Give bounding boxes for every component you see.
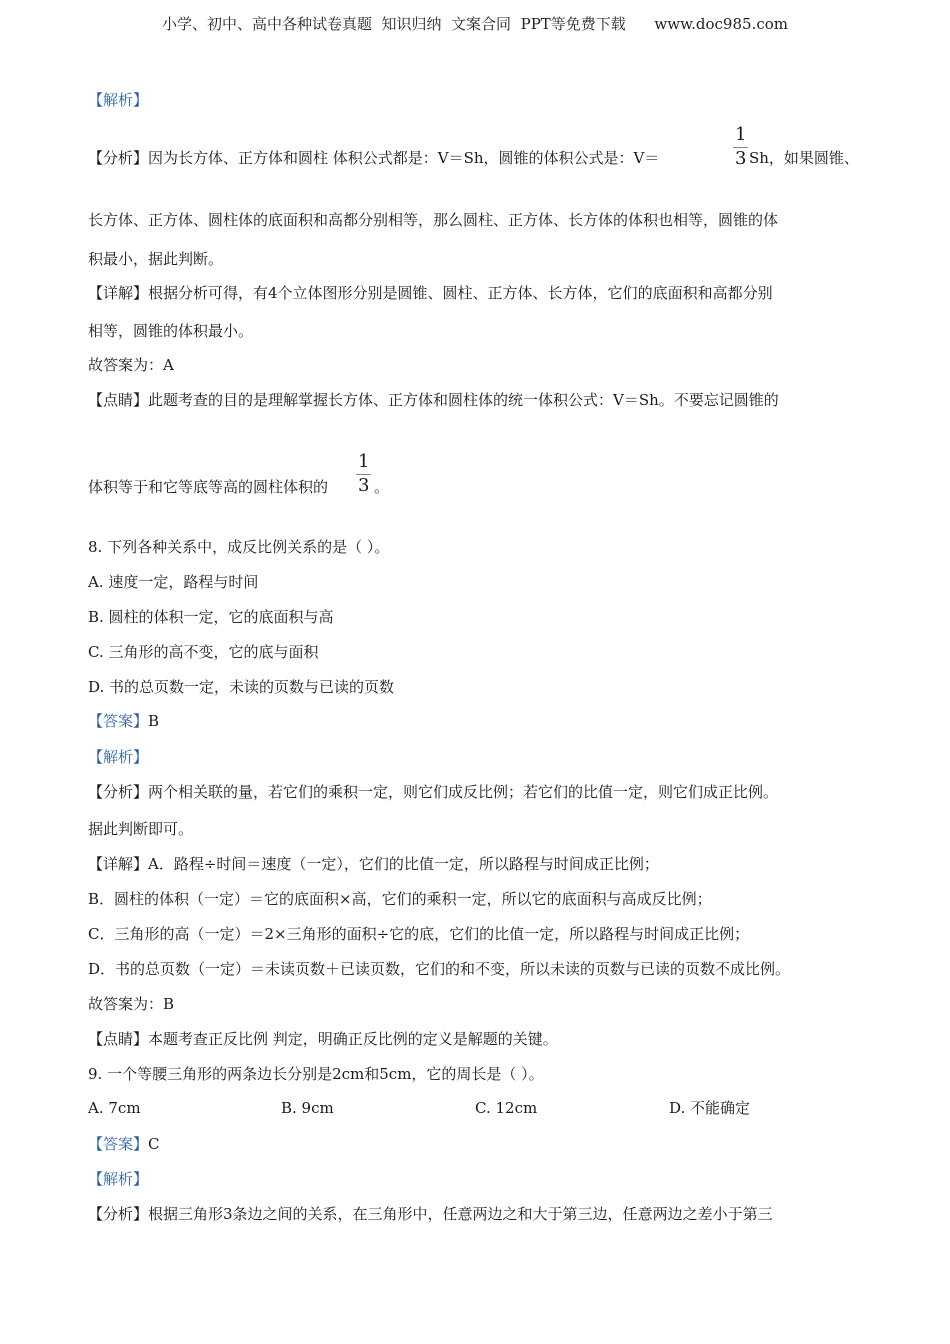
q7-fraction2-denominator: 3 xyxy=(358,475,370,496)
q8-option-a: A. 速度一定，路程与时间 xyxy=(88,573,259,591)
q7-key-point-text-1: 此题考查的目的是理解掌握长方体、正方体和圆柱体的统一体积公式：V＝Sh。不要忘记圆锥的 xyxy=(148,391,779,409)
q9-option-b: B. 9cm xyxy=(281,1099,334,1117)
q8-analysis-tag: 【分析】 xyxy=(88,783,149,801)
q7-fraction2-numerator: 1 xyxy=(358,451,370,472)
q8-key-point-tag: 【点睛】 xyxy=(88,1030,149,1048)
q7-analysis-text-1b: Sh，如果圆锥、 xyxy=(749,149,859,167)
q8-analysis-line-2: 据此判断即可。 xyxy=(88,820,194,838)
q8-analysis-heading: 【解析】 xyxy=(88,748,149,766)
q7-analysis-line-2: 长方体、正方体、圆柱体的底面积和高都分别相等，那么圆柱、正方体、长方体的体积也相等，圆锥的体 xyxy=(88,211,779,229)
q8-detail-line-c: C．三角形的高（一定）＝2×三角形的面积÷它的底，它们的比值一定，所以路程与时间成正比例； xyxy=(88,925,750,943)
q7-analysis-text-1a: 因为长方体、正方体和圆柱 体积公式都是：V＝Sh，圆锥的体积公式是：V＝ xyxy=(148,149,660,167)
q7-fraction-one-third-2 xyxy=(356,453,371,495)
q7-key-point-line-1 xyxy=(88,390,779,410)
q7-fraction-numerator: 1 xyxy=(735,124,747,145)
q9-answer-tag: 【答案】 xyxy=(88,1135,149,1153)
q7-key-point-text-2a: 体积等于和它等底等高的圆柱体积的 xyxy=(88,478,329,496)
q9-option-a: A. 7cm xyxy=(88,1099,141,1117)
q7-analysis-line-3: 积最小，据此判断。 xyxy=(88,250,224,268)
q7-detail-line-1 xyxy=(88,283,773,303)
q7-answer-line: 故答案为：A xyxy=(88,356,174,374)
q9-answer-row xyxy=(88,1134,160,1154)
q7-detail-text-1: 根据分析可得，有4个立体图形分别是圆锥、圆柱、正方体、长方体，它们的底面积和高都分别 xyxy=(148,284,773,302)
q9-option-d: D. 不能确定 xyxy=(669,1099,751,1117)
page-header: 小学、初中、高中各种试卷真题 知识归纳 文案合同 PPT等免费下载 www.doc985.com xyxy=(161,15,788,33)
q9-analysis-tag: 【分析】 xyxy=(88,1205,149,1223)
q8-analysis-line-1 xyxy=(88,782,778,802)
q7-key-point-text-2b: 。 xyxy=(374,478,390,496)
q8-key-point-text: 本题考查正反比例 判定，明确正反比例的定义是解题的关键。 xyxy=(148,1030,558,1048)
q8-detail-line-d: D．书的总页数（一定）＝未读页数＋已读页数，它们的和不变，所以未读的页数与已读的页数不成比例。 xyxy=(88,960,791,978)
q7-detail-tag: 【详解】 xyxy=(88,284,149,302)
q8-detail-line-a xyxy=(88,854,659,874)
q8-option-b: B. 圆柱的体积一定，它的底面积与高 xyxy=(88,608,334,626)
q7-analysis-line-1 xyxy=(88,148,659,168)
q7-fraction-one-third xyxy=(733,126,748,168)
q8-answer-line: 故答案为：B xyxy=(88,995,175,1013)
q9-question: 9. 一个等腰三角形的两条边长分别是2cm和5cm，它的周长是（ ）。 xyxy=(88,1065,544,1083)
q7-analysis-heading: 【解析】 xyxy=(88,91,149,109)
q9-analysis-line-1 xyxy=(88,1204,773,1224)
q8-detail-text-a: A．路程÷时间＝速度（一定），它们的比值一定，所以路程与时间成正比例； xyxy=(148,855,659,873)
q8-option-d: D. 书的总页数一定，未读的页数与已读的页数 xyxy=(88,678,395,696)
q8-analysis-text-1: 两个相关联的量，若它们的乘积一定，则它们成反比例；若它们的比值一定，则它们成正比例。 xyxy=(148,783,779,801)
q7-detail-line-2: 相等，圆锥的体积最小。 xyxy=(88,322,254,340)
q9-analysis-text-1: 根据三角形3条边之间的关系，在三角形中，任意两边之和大于第三边，任意两边之差小于第三 xyxy=(148,1205,773,1223)
q8-answer-row xyxy=(88,711,159,731)
q8-key-point-line xyxy=(88,1029,558,1049)
q7-analysis-tag: 【分析】 xyxy=(88,149,149,167)
q8-option-c: C. 三角形的高不变，它的底与面积 xyxy=(88,643,319,661)
q7-fraction-denominator: 3 xyxy=(735,148,747,169)
q8-detail-line-b: B．圆柱的体积（一定）＝它的底面积×高，它们的乘积一定，所以它的底面积与高成反比例； xyxy=(88,890,712,908)
q9-answer-value: C xyxy=(148,1135,160,1153)
q8-answer-tag: 【答案】 xyxy=(88,712,149,730)
q8-detail-tag: 【详解】 xyxy=(88,855,149,873)
q8-question: 8. 下列各种关系中，成反比例关系的是（ ）。 xyxy=(88,538,390,556)
q9-analysis-heading: 【解析】 xyxy=(88,1170,149,1188)
q8-answer-value: B xyxy=(148,712,160,730)
q7-key-point-tag: 【点睛】 xyxy=(88,391,149,409)
q9-option-c: C. 12cm xyxy=(475,1099,538,1117)
